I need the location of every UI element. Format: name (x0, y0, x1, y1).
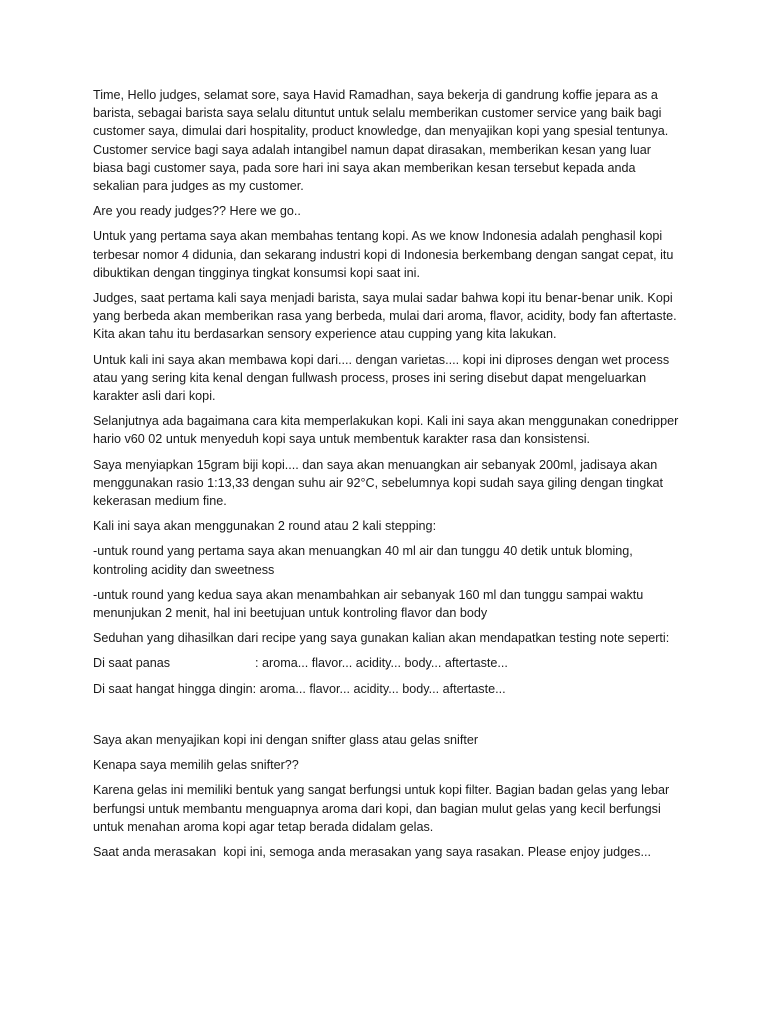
paragraph-coffee-origin: Untuk kali ini saya akan membawa kopi dari.... dengan varietas.... kopi ini diproses dengan wet process atau yang sering kita kenal dengan fullwash process, proses ini sering disebut dapat mengeluarkan karakter asli dari kopi. (93, 352, 670, 404)
paragraph-first-barista: Judges, saat pertama kali saya menjadi barista, saya mulai sadar bahwa kopi itu benar-benar unik. Kopi yang berbeda akan memberikan rasa yang berbeda, mulai dari aroma, flavor, acidity, body fan aftertaste. Kita akan tahu itu berdasarkan sensory experience atau cupping yang kita lakukan. (93, 291, 677, 342)
paragraph-brewing-tool: Selanjutnya ada bagaimana cara kita memperlakukan kopi. Kali ini saya akan menggunakan conedripper hario v60 02 untuk menyeduh kopi saya untuk membentuk karakter rasa dan konsistensi. (93, 414, 679, 447)
paragraph-snifter-reason: Karena gelas ini memiliki bentuk yang sangat berfungsi untuk kopi filter. Bagian badan gelas yang lebar berfungsi untuk membantu menguapnya aroma dari kopi, dan bagian mulut gelas yang kecil berfungsi untuk menahan aroma kopi agar tetap berada didalam gelas. (93, 783, 670, 834)
paragraph-stepping: Kali ini saya akan menggunakan 2 round atau 2 kali stepping: (93, 519, 437, 534)
blank-line (93, 705, 683, 731)
paragraph-coffee-indonesia: Untuk yang pertama saya akan membahas tentang kopi. As we know Indonesia adalah penghasil kopi terbesar nomor 4 didunia, dan sekarang industri kopi di Indonesia berkembang dengan sangat cepat, itu dibuktikan dengan tingginya tingkat konsumsi kopi saat ini. (93, 229, 674, 280)
paragraph-round-one: -untuk round yang pertama saya akan menuangkan 40 ml air dan tunggu 40 detik untuk bloming, kontroling acidity dan sweetness (93, 544, 633, 577)
document-body (93, 86, 683, 868)
tasting-value: : aroma... flavor... acidity... body... aftertaste... (252, 681, 506, 696)
paragraph-closing: Saat anda merasakan kopi ini, semoga anda merasakan yang saya rasakan. Please enjoy judges... (93, 844, 651, 859)
tasting-row-hot (93, 654, 683, 672)
tasting-label: Di saat panas (93, 656, 171, 671)
tasting-value: : aroma... flavor... acidity... body... aftertaste... (255, 656, 508, 671)
paragraph-ready: Are you ready judges?? Here we go.. (93, 204, 301, 219)
paragraph-serving: Saya akan menyajikan kopi ini dengan snifter glass atau gelas snifter (93, 732, 479, 747)
paragraph-round-two: -untuk round yang kedua saya akan menambahkan air sebanyak 160 ml dan tunggu sampai waktu menunjukan 2 menit, hal ini beetujuan untuk kontroling flavor dan body (93, 587, 644, 621)
paragraph-recipe: Saya menyiapkan 15gram biji kopi.... dan saya akan menuangkan air sebanyak 200ml, jadisaya akan menggunakan rasio 1:13,33 dengan suhu air 92°C, sebelumnya kopi sudah saya giling dengan tingkat kekerasan medium fine. (93, 457, 664, 509)
paragraph-tasting-intro: Seduhan yang dihasilkan dari recipe yang saya gunakan kalian akan mendapatkan testing note seperti: (93, 631, 670, 646)
tasting-label: Di saat hangat hingga dingin (93, 681, 253, 696)
tasting-row-warm (93, 680, 683, 698)
paragraph-why-snifter: Kenapa saya memilih gelas snifter?? (93, 758, 299, 773)
paragraph-intro: Time, Hello judges, selamat sore, saya Havid Ramadhan, saya bekerja di gandrung koffie jepara as a barista, sebagai barista saya selalu dituntut untuk selalu memberikan customer service yang baik bagi customer saya, dimulai dari hospitality, product knowledge, dan menyajikan kopi yang spesial tentunya. Customer service bagi saya adalah intangibel namun dapat dirasakan, memberikan kesan yang luar biasa bagi customer saya, pada sore hari ini saya akan memberikan kesan tersebut kepada anda sekalian para judges as my customer. (93, 88, 669, 194)
